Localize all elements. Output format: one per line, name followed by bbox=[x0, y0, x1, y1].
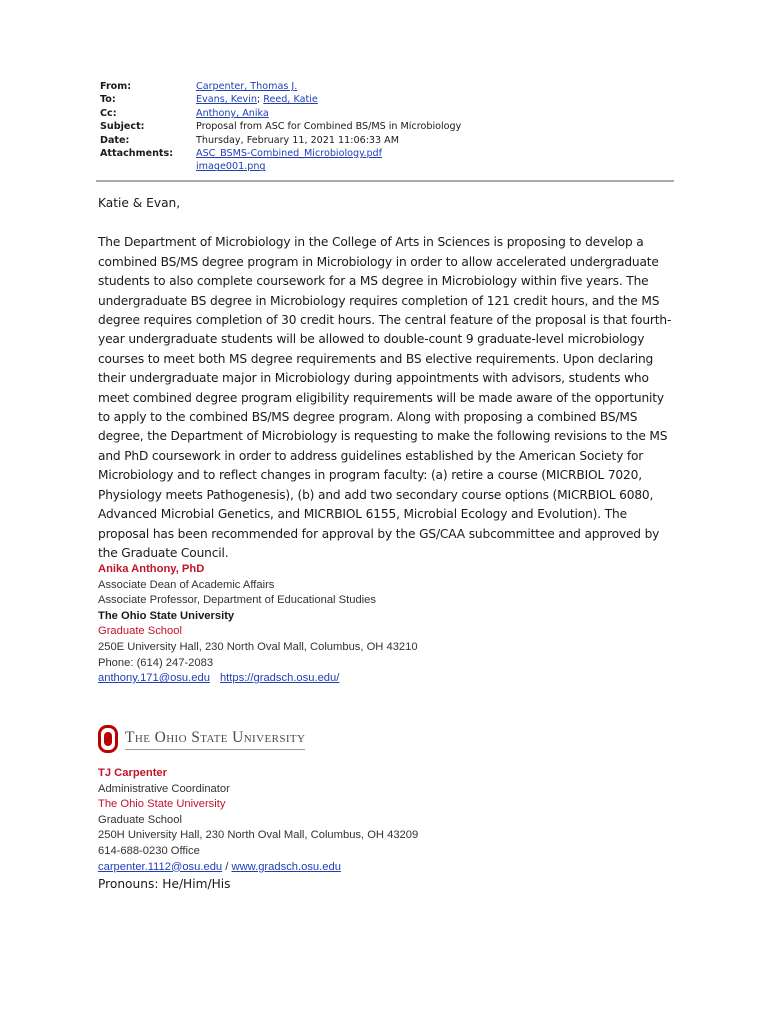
signature-title: Administrative Coordinator bbox=[98, 782, 230, 795]
signature-address: 250E University Hall, 230 North Oval Mall, Columbus, OH 43210 bbox=[98, 640, 418, 653]
cc-link[interactable]: Anthony, Anika bbox=[196, 107, 269, 119]
header-date-row bbox=[100, 134, 680, 147]
to-separator: ; bbox=[256, 94, 264, 106]
to-label: To: bbox=[100, 94, 116, 106]
osu-logo bbox=[97, 722, 311, 756]
body-paragraph: The Department of Microbiology in the College of Arts in Sciences is proposing to develop a combined BS/MS degree program in Microbiology in order to allow accelerated undergraduate students to also complete coursework for a MS degree in Microbiology within five years. The undergraduate BS degree in Microbiology requires completion of 121 credit hours, and the MS degree requires completion of 30 credit hours. The central feature of the proposal is that fourth-year undergraduate students will be allowed to double-count 9 graduate-level microbiology courses to meet both MS degree requirements and BS elective requirements. Upon declaring their undergraduate major in Microbiology during appointments with advisors, students who meet combined degree program eligibility requirements will be made aware of the opportunity to apply to the combined BS/MS degree program. Along with proposing a combined BS/MS degree, the Department of Microbiology is requesting to make the following revisions to the MS and PhD coursework in order to address guidelines established by the American Society for Microbiology and to reflect changes in program faculty: (a) retire a course (MICRBIOL 7020, Physiology meets Pathogenesis), (b) and add two secondary course options (MICRBIOL 6080, Advanced Microbial Genetics, and MICRBIOL 6155, Microbial Ecology and Evolution). The proposal has been recommended for approval by the GS/CAA subcommittee and approved by the Graduate Council. bbox=[98, 235, 672, 560]
signature-title: Associate Dean of Academic Affairs bbox=[98, 578, 275, 591]
signature-name: TJ Carpenter bbox=[98, 767, 168, 779]
from-link[interactable]: Carpenter, Thomas J. bbox=[196, 81, 298, 92]
from-label: From: bbox=[100, 81, 132, 92]
email-header bbox=[100, 80, 680, 174]
header-cc-row bbox=[100, 107, 680, 120]
attachment-link-pdf[interactable]: ASC_BSMS-Combined_Microbiology.pdf bbox=[196, 148, 383, 160]
header-subject-row bbox=[100, 120, 680, 133]
attachments-label: Attachments: bbox=[100, 148, 174, 160]
header-divider bbox=[96, 180, 674, 182]
logo-wordmark: The Ohio State University bbox=[125, 729, 305, 750]
signature-email-link[interactable]: carpenter.1112@osu.edu bbox=[98, 860, 223, 873]
signature-school: Graduate School bbox=[98, 813, 182, 826]
subject-label: Subject: bbox=[100, 121, 145, 133]
signature-carpenter bbox=[98, 766, 658, 893]
signature-phone: Phone: (614) 247-2083 bbox=[98, 656, 214, 669]
link-separator: / bbox=[222, 860, 232, 873]
signature-university: The Ohio State University bbox=[98, 609, 235, 622]
signature-school: Graduate School bbox=[98, 625, 182, 638]
header-from-row bbox=[100, 80, 680, 93]
greeting: Katie & Evan, bbox=[98, 196, 181, 210]
header-attachments-row bbox=[100, 147, 680, 174]
signature-address: 250H University Hall, 230 North Oval Mall, Columbus, OH 43209 bbox=[98, 829, 419, 842]
block-o-icon bbox=[97, 724, 119, 754]
attachment-link-image[interactable]: image001.png bbox=[196, 161, 266, 173]
signature-university: The Ohio State University bbox=[98, 798, 226, 811]
signature-website-link[interactable]: www.gradsch.osu.edu bbox=[231, 860, 341, 873]
signature-name: Anika Anthony, PhD bbox=[98, 563, 205, 575]
email-body bbox=[98, 194, 676, 563]
header-to-row bbox=[100, 93, 680, 106]
signature-website-link[interactable]: https://gradsch.osu.edu/ bbox=[219, 672, 340, 685]
to-link-2[interactable]: Reed, Katie bbox=[263, 94, 318, 106]
date-value: Thursday, February 11, 2021 11:06:33 AM bbox=[196, 134, 400, 146]
cc-label: Cc: bbox=[100, 107, 117, 119]
date-label: Date: bbox=[100, 134, 130, 146]
signature-phone: 614-688-0230 Office bbox=[98, 844, 200, 857]
signature-anthony bbox=[98, 562, 658, 687]
signature-title: Associate Professor, Department of Educational Studies bbox=[98, 594, 376, 607]
subject-value: Proposal from ASC for Combined BS/MS in Microbiology bbox=[196, 121, 462, 133]
signature-email-link[interactable]: anthony.171@osu.edu bbox=[98, 672, 210, 685]
pronouns: Pronouns: He/Him/His bbox=[98, 877, 231, 892]
to-link-1[interactable]: Evans, Kevin bbox=[196, 94, 257, 106]
